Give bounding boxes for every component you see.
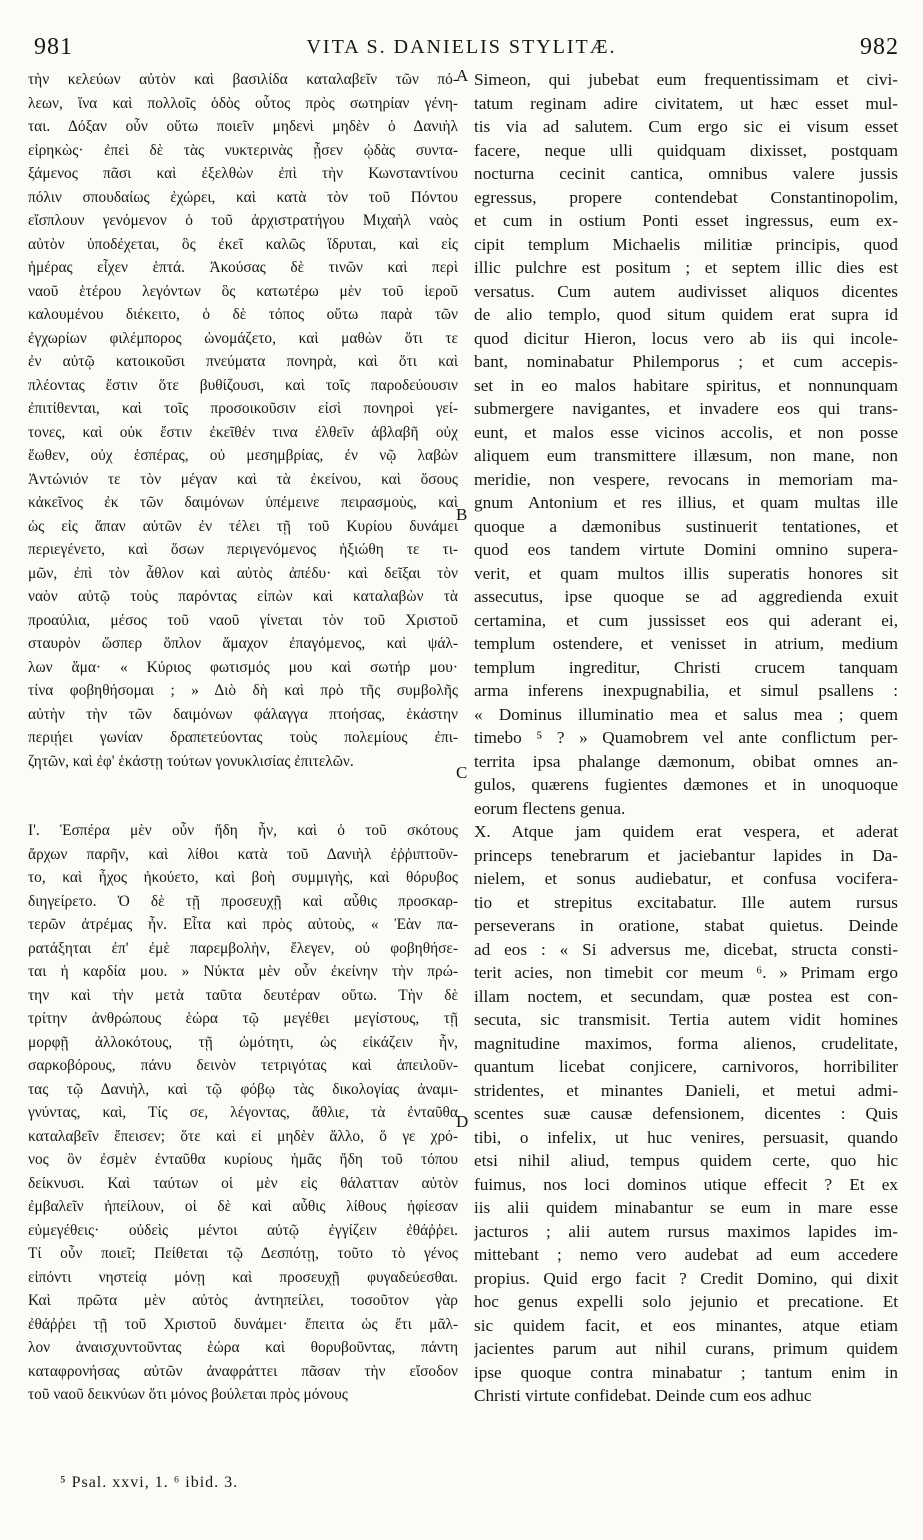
text-line: propius. Quid ergo facit ? Credit Domino, qui dixit — [474, 1268, 898, 1288]
text-line: ἐπιτίθενται, καὶ τοῖς προσοικοῦσιν εἰσὶ πονηροὶ γεί- — [28, 400, 458, 417]
text-line: mittebant ; nemo vero audebat ad eum accedere — [474, 1245, 898, 1264]
text-line: submergere navigantes, et invadere eos qui trans- — [474, 399, 898, 418]
text-line: ad eos : « Si adversus me, dicebat, structa consti- — [474, 939, 898, 959]
text-line: ναὸν αὐτῷ τοὺς παρόντας εἰπὼν καὶ καταλαβὼν τὰ — [28, 588, 458, 605]
text-line: quoque a dæmonibus sustinuerit tentationes, et — [474, 516, 898, 536]
text-line: τίνα φοβηθήσομαι ; » Διὸ δὴ καὶ πρὸ τῆς συμβολῆς — [28, 682, 458, 699]
text-line: δείκνυσι. Καὶ ταύτων οἱ μὲν εἰς θάλατταν αὐτὸν — [28, 1174, 458, 1192]
margin-letter-d: D — [456, 1112, 469, 1131]
paragraph-gap — [28, 773, 458, 819]
text-line: εἰπόντι νηστείᾳ μόνῃ καὶ προσευχῇ φυγαδεύεσθαι. — [28, 1268, 458, 1286]
text-line: X. Atque jam quidem erat vespera, et aderat — [474, 822, 898, 841]
margin-letter-b: B — [456, 505, 468, 524]
text-line: μορφῇ ἀλλοκότους, τῇ ὠμότητι, ὡς εἰκάζειν ἦν, — [28, 1033, 458, 1051]
text-line: τας τῷ Δανιὴλ, καὶ τῷ φόβῳ τὰς δικολογίας ἀναμι- — [28, 1080, 458, 1098]
latin-paragraph-2 — [474, 820, 898, 1408]
text-line: εἰρηκὼς· ἐπεὶ δὲ τὰς νυκτερινὰς ᾖσεν ᾠδὰς συντα- — [28, 141, 458, 159]
text-line: ναοῦ ἑτέρου λεγόντων ὃς κατωτέρω μὲν τοῦ ἱεροῦ — [28, 282, 458, 300]
margin-letter-a: A — [456, 66, 469, 85]
text-line: εἴσπλουν γενόμενον ὁ τοῦ ἀρχιστρατήγου Μιχαὴλ ναὸς — [28, 212, 458, 229]
text-line: iis alii quidem minabantur se eum in mare esse — [474, 1198, 898, 1217]
latin-paragraph-1 — [474, 68, 898, 820]
text-line: princeps tenebrarum et jaciebantur lapides in Da- — [474, 845, 898, 865]
text-line: λων ἅμα· « Κύριος φωτισμός μου καὶ σωτήρ μου· — [28, 658, 458, 676]
text-line: facere, neque ulli quidquam dixisset, postquam — [474, 140, 898, 160]
text-line: διηγείρετο. Ὁ δὲ τῇ προσευχῇ καὶ αὖθις προσκαρ- — [28, 892, 458, 910]
text-line: gulos, quærens fugientes dæmones et in unoquoque — [474, 775, 898, 794]
text-line: ἡμέρας εἶχεν ἑπτά. Ἀκούσας δὲ τινῶν καὶ περὶ — [28, 259, 458, 276]
text-line: hoc genus expelli solo jejunio et precatione. Et — [474, 1292, 898, 1311]
text-line: ἄρχων παρῆν, καὶ λίθοι κατὰ τοῦ Δανιὴλ ἐῤῥιπτοῦν- — [28, 845, 458, 863]
text-line: λεων, ἵνα καὶ πολλοῖς ὁδὸς οὗτος πρὸς σωτηρίαν γένη- — [28, 94, 458, 112]
text-line: jacturos ; alii autem rursus maximos lapides im- — [474, 1221, 898, 1241]
text-line: τὴν κελεύων αὐτὸν καὶ βασιλίδα καταλαβεῖν τῶν πό- — [28, 71, 458, 88]
text-line: κἀκεῖνος ἐκ τῶν δαιμόνων ὑπέμεινε πειρασμοὺς, καὶ — [28, 494, 458, 511]
text-line: aliquem eum transmittere illæsum, non mane, non — [474, 446, 898, 465]
text-line: et cum in ostium Ponti esset ingressus, eum ex- — [474, 211, 898, 230]
text-line: egressus, propere contendebat Constantinopolim, — [474, 187, 898, 207]
text-line: secuta, sic transmisit. Tertia autem vidit homines — [474, 1010, 898, 1029]
text-line: ὡς εἰς ἅπαν αὐτῶν ἐν τέλει τῇ τοῦ Κυρίου δυνάμει — [28, 517, 458, 535]
text-line: ρατάξηται ἐπ' ἐμὲ παρεμβολὴν, ἔλεγεν, οὐ φοβηθήσε- — [28, 939, 458, 957]
text-line: ἐγχωρίων φιλέμπορος ὠνομάζετο, καὶ μαθὼν ὅτι τε — [28, 329, 458, 347]
text-line: Christi virtute confidebat. Deinde cum eos adhuc — [474, 1386, 812, 1405]
text-line: illam noctem, et secundam, quæ postea est con- — [474, 986, 898, 1006]
text-line: cipit templum Michaelis militiæ principis, quod — [474, 234, 898, 254]
text-line: ἕωθεν, οὐχ ἑσπέρας, οὐ μεσημβρίας, ἐν νῷ λαβὼν — [28, 447, 458, 464]
text-line: arma inferens inexpugnabilia, et simul psallens : — [474, 681, 898, 700]
text-line: εὐμεγέθεις· οὐδεὶς μέντοι αὐτῷ ἐγγίζειν ἐθάῤῥει. — [28, 1221, 458, 1239]
text-line: λον ἀναισχυντοῦντας ἑώρα καὶ θορυβοῦντας, πάντη — [28, 1339, 458, 1356]
text-line: ζητῶν, καὶ ἐφ' ἑκάστῃ τούτων γονυκλισίας ἐπιτελῶν. — [28, 752, 354, 770]
text-line: meridie, non vespere, revocans in memoriam ma- — [474, 469, 898, 489]
text-line: νος ὃν ἐσμὲν ἐνταῦθα κυρίους ἡμᾶς ἤδη τοῦ τόπου — [28, 1151, 458, 1168]
text-line: ipse quoque contra minabatur ; tantum enim in — [474, 1362, 898, 1382]
text-line: tio et strepitus excitabatur. Ille autem rursus — [474, 892, 898, 912]
text-line: gnum Antonium et res illius, et quam multas ille — [474, 493, 898, 512]
page-number-left: 981 — [34, 34, 73, 60]
text-line: perseverans in oratione, stabat quietus. Deinde — [474, 916, 898, 935]
text-line: αὐτὸν ὑποδέχεται, ὃς ἐκεῖ καλῶς ἵδρυται, καὶ εἰς — [28, 235, 458, 253]
text-line: quantum licebat conjicere, carnivoros, horribiliter — [474, 1057, 898, 1076]
text-line: timebo ⁵ ? » Quamobrem vel ante conflictum per- — [474, 728, 898, 747]
text-line: τονες, καὶ οὐκ ἔστιν ἐκεῖθέν τινα ἐλθεῖν ἀβλαβῆ οὐχ — [28, 423, 458, 441]
text-line: ται. Δόξαν οὖν οὕτω ποιεῖν μηδενὶ μηδὲν ὁ Δανιὴλ — [28, 118, 458, 135]
text-line: Ι'. Ἑσπέρα μὲν οὖν ἤδη ἦν, καὶ ὁ τοῦ σκότους — [28, 822, 458, 839]
text-line: jacientes parum aut nihil curans, primum quidem — [474, 1339, 898, 1358]
running-header — [0, 34, 923, 64]
text-line: ἐν αὐτῷ κατοικοῦσι πνεύματα πονηρὰ, καὶ ὅτι καὶ — [28, 353, 458, 370]
text-line: templum ingreditur, Christi crucem tanquam — [474, 657, 898, 677]
text-line: tatum reginam adire civitatem, ut hæc esset mul- — [474, 93, 898, 113]
text-line: etsi nihil aliud, tempus quidem certe, quo hic — [474, 1151, 898, 1170]
text-line: καλουμένου διέκειτο, ὁ δὲ τόπος οὕτω παρὰ τῶν — [28, 306, 458, 323]
text-line: σταυρὸν ὥσπερ ὅπλον ἄμαχον ἐπαγόμενος, καὶ ψάλ- — [28, 635, 458, 652]
margin-letter-c: C — [456, 763, 468, 782]
text-line: πόλιν σπουδαίως ἐχώρει, καὶ κατὰ τὸν τοῦ Πόντου — [28, 188, 458, 206]
text-line: certamina, et cum jussisset eos qui aderant ei, — [474, 610, 898, 630]
text-line: πλέοντας ἔστιν ὅτε βυθίζουσι, καὶ τοῖς παροδεύουσιν — [28, 376, 458, 394]
greek-paragraph-1 — [28, 68, 458, 773]
text-line: stridentes, et minantes Danieli, et metui admi- — [474, 1080, 898, 1100]
text-line: versatus. Cum autem audivisset aliquos dicentes — [474, 281, 898, 301]
text-line: τοῦ ναοῦ δεικνύων ὅτι μόνος βούλεται πρὸς μόνους — [28, 1386, 348, 1403]
text-line: Τί οὖν ποιεῖ; Πείθεται τῷ Δεσπότῃ, τοῦτο τὸ γένος — [28, 1245, 458, 1262]
page-number-right: 982 — [860, 34, 899, 60]
latin-column — [474, 68, 898, 1408]
text-line: Simeon, qui jubebat eum frequentissimam et civi- — [474, 70, 898, 89]
text-line: assecutus, ipse quoque se ad aggredienda exuit — [474, 587, 898, 606]
text-line: ται ἡ καρδία μου. » Νύκτα μὲν οὖν ἐκείνην τὴν πρώ- — [28, 963, 458, 980]
text-line: de alio templo, quod situm quidem erat supra id — [474, 305, 898, 324]
text-line: γνύντας, καὶ, Τίς σε, λέγοντας, ἄθλιε, τὰ ἐνταῦθα — [28, 1104, 458, 1121]
greek-column — [28, 68, 458, 1407]
text-line: templum ostendere, et venisset in atrium, medium — [474, 634, 898, 653]
text-line: περιεγένετο, καὶ ὅσων περιγενόμενος ἠξιώθη τε τι- — [28, 541, 458, 558]
text-line: set in eo malos habitare spiritus, et nonnunquam — [474, 375, 898, 395]
text-line: quod eos tandem virtute Domini omnino supera- — [474, 540, 898, 559]
text-line: magnitudine maximos, forma alienos, crudelitate, — [474, 1033, 898, 1053]
greek-paragraph-2 — [28, 819, 458, 1407]
text-line: περιῄει γωνίαν δραπετεύοντας τοὺς πολεμίους ἐπι- — [28, 729, 458, 746]
text-line: Καὶ πρῶτα μὲν αὐτὸς ἀντηπείλει, τοσοῦτον γὰρ — [28, 1292, 458, 1309]
text-line: σαρκοβόρους, πάνυ δεινὸν τετριγότας καὶ ἀπειλοῦν- — [28, 1057, 458, 1074]
text-line: ἐμβαλεῖν ἠπείλουν, οἱ δὲ καὶ αὖθις λίθους ἠφίεσαν — [28, 1198, 458, 1215]
text-line: eunt, et malos esse vicinos accolis, et non posse — [474, 422, 898, 442]
text-line: τερῶν ἀτρέμας ἦν. Εἶτα καὶ πρὸς αὐτοὺς, « Ἐὰν πα- — [28, 916, 458, 933]
text-line: το, καὶ ἦχος ἠκούετο, καὶ βοὴ συμμιγὴς, καὶ θόρυβος — [28, 869, 458, 886]
text-line: terit acies, non timebit cor meum ⁶. » Primam ergo — [474, 963, 898, 982]
text-line: προαύλια, μέσος τοῦ ναοῦ γίνεται τὸν τοῦ Χριστοῦ — [28, 611, 458, 629]
text-line: territa ipsa phalange dæmonum, obibat omnes an- — [474, 751, 898, 771]
text-line: tibi, o infelix, ut huc venires, persuasit, quando — [474, 1127, 898, 1147]
footnotes: ⁵ Psal. xxvi, 1. ⁶ ibid. 3. — [60, 1474, 239, 1491]
text-line: fuimus, nos loci dominos utique effecit ? Et ex — [474, 1174, 898, 1194]
text-line: quod dicitur Hieron, locus vero ab iis qui incole- — [474, 328, 898, 348]
text-line: nocturna cecinit cantica, omnibus valere jussis — [474, 164, 898, 183]
text-line: bant, nominabatur Philemporus ; et cum accepis- — [474, 352, 898, 371]
text-line: τρίτην ἀνθρώπους ἑώρα τῷ μεγέθει μεγίστους, τῇ — [28, 1010, 458, 1027]
text-line: verit, et quam multos illis superatis honores sit — [474, 563, 898, 583]
text-line: scentes suæ causæ defensionem, dicentes : Quis — [474, 1104, 898, 1123]
text-line: ἐθάῤῥει τῇ τοῦ Χριστοῦ δυνάμει· ἔπειτα ὡς ἔτι μᾶλ- — [28, 1315, 458, 1333]
text-line: καταλαβεῖν ἔπεισεν; ὅτε καὶ εἰ μηδὲν ἄλλο, ὅ γε χρό- — [28, 1127, 458, 1145]
running-title: VITA S. DANIELIS STYLITÆ. — [306, 36, 617, 58]
text-line: « Dominus illuminatio mea et salus mea ; quem — [474, 704, 898, 724]
text-line: καταφρονήσας αὐτῶν ἀναφράττει πᾶσαν τὴν εἴσοδον — [28, 1362, 458, 1380]
text-line: illic pulchre est positum ; et septem illic dies est — [474, 258, 898, 277]
text-line: μῶν, ἐπὶ τὸν ἆθλον καὶ αὐτὸς ἀπέδυ· καὶ δεῖξαι τὸν — [28, 564, 458, 582]
text-line: αὐτὴν τὴν τῶν δαιμόνων φάλαγγα πτοήσας, ἑκάστην — [28, 705, 458, 723]
text-line: sic quidem facit, et eos minantes, atque etiam — [474, 1315, 898, 1335]
text-line: eorum flectens genua. — [474, 798, 626, 818]
text-line: nielem, et sonus audiebatur, et confusa vocifera- — [474, 869, 898, 888]
text-line: ξάμενος πᾶσι καὶ ἐξελθὼν ἐπὶ τὴν Κωνσταντίνου — [28, 165, 458, 182]
text-line: Ἀντώνιόν τε τὸν μέγαν καὶ τὰ ἐκείνου, καὶ ὅσους — [28, 470, 458, 488]
text-line: την καὶ τὴν μετὰ ταῦτα δευτέραν οὕτω. Τὴν δὲ — [28, 986, 458, 1004]
text-line: tis via ad salutem. Cum ergo sic ei visum esset — [474, 117, 898, 136]
